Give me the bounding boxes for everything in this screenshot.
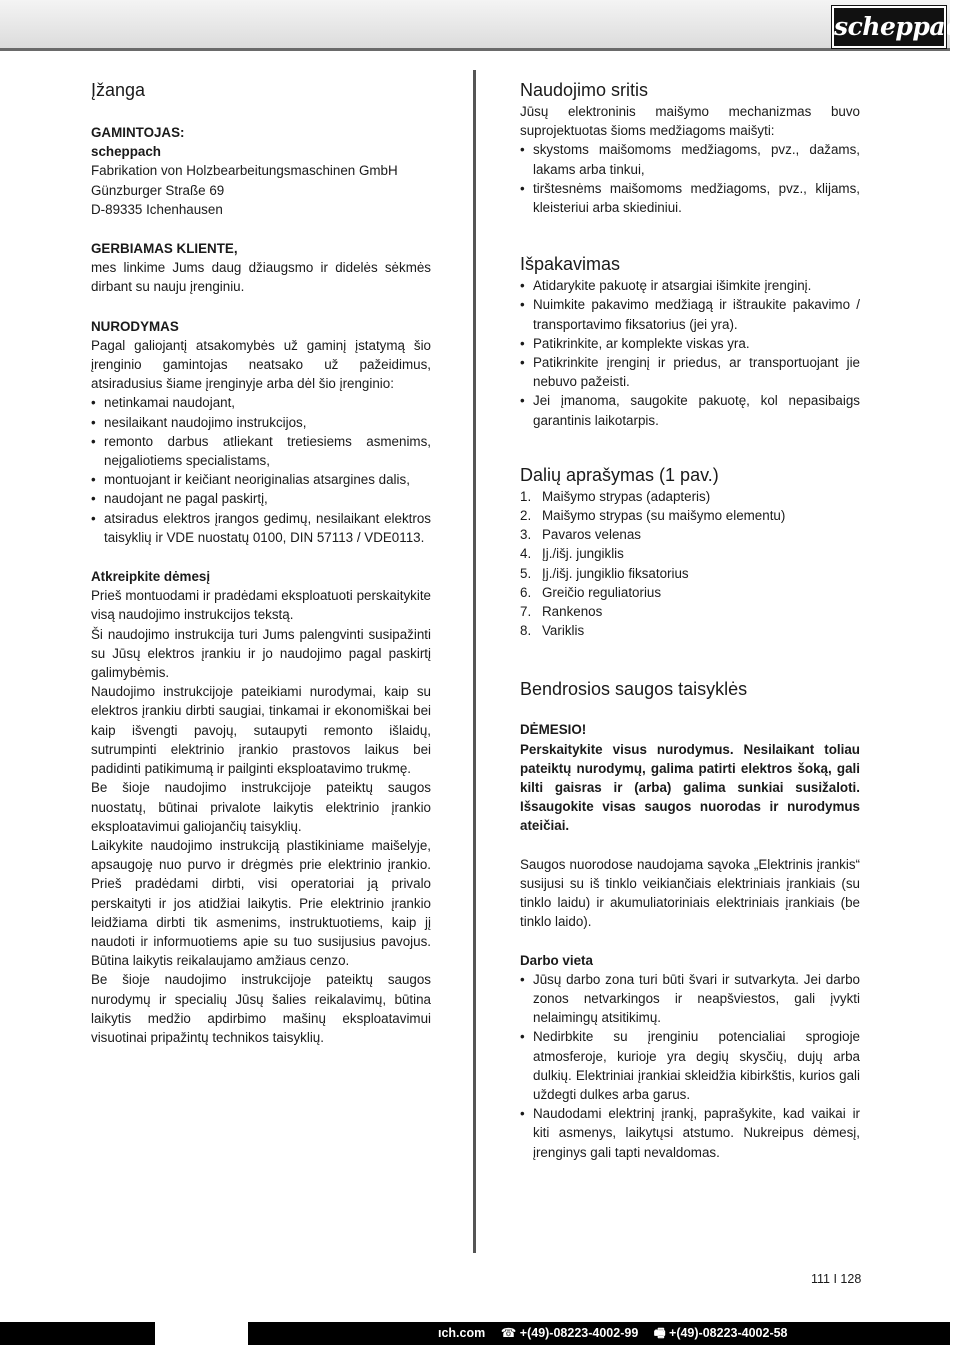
- part-item: [520, 525, 860, 544]
- workplace-list: [520, 970, 860, 1162]
- list-item: • tirštesnėms maišomoms medžiagoms, pvz., klijams, kleisteriui arba skiediniui.: [520, 179, 860, 217]
- part-label: Greičio reguliatorius: [542, 584, 662, 600]
- footer-gap: [155, 1322, 248, 1345]
- warning-text: Perskaitykite visus nurodymus. Nesilaikant toliau pateiktų nurodymų, galima patirti elektros šoką, gali kilti gaisras ir (arba) galima sunkiai susižaloti. Išsaugokite visas saugos nuorodas ir nurodymus ateičiai.: [520, 741, 860, 834]
- manufacturer-line: D-89335 Ichenhausen: [91, 201, 223, 217]
- page-number: 111 I 128: [811, 1272, 862, 1286]
- part-number: 3.: [520, 527, 532, 543]
- part-label: Maišymo strypas (su maišymo elementu): [542, 508, 786, 524]
- list-item: • Jei įmanoma, saugokite pakuotę, kol nepasibaigs garantinis laikotarpis.: [520, 391, 860, 429]
- warning-heading: DĖMESIO!: [520, 722, 587, 738]
- customer-text: mes linkime Jums daug džiaugsmo ir didelės sėkmės dirbant su nauju įrenginiu.: [91, 260, 431, 295]
- list-item: • Patikrinkite įrenginį ir priedus, ar transportuojant jie nebuvo pažeisti.: [520, 353, 860, 391]
- list-item: • netinkamai naudojant,: [91, 393, 431, 412]
- part-number: 1.: [520, 488, 532, 504]
- part-item: [520, 564, 860, 583]
- part-label: Rankenos: [542, 604, 603, 620]
- right-column: [520, 78, 860, 1162]
- list-item: • naudojant ne pagal paskirtį,: [91, 489, 431, 508]
- manufacturer-line: Günzburger Straße 69: [91, 182, 225, 198]
- list-item: • Patikrinkite, ar komplekte viskas yra.: [520, 334, 860, 353]
- column-divider: [473, 70, 476, 1253]
- list-item: • atsiradus elektros įrangos gedimų, nesilaikant elektros taisyklių ir VDE nuostatų 0100, DIN 57113 / VDE0113.: [91, 509, 431, 547]
- part-number: 8.: [520, 623, 532, 639]
- usage-title: Naudojimo sritis: [520, 80, 649, 100]
- attention-paragraph: Be šioje naudojimo instrukcijoje pateiktų saugos nuostatų, būtinai privalote laikytis elektrinio įrankio eksploatavimui galiojančių taisyklių.: [91, 780, 431, 834]
- note-text: Pagal galiojantį atsakomybės už gaminį įstatymą šio įrenginio gamintojas neatsako už pažeidimus, atsiradusius šiame įrenginyje arba dėl šio įrenginio:: [91, 337, 431, 392]
- part-label: Įj./išj. jungiklio fiksatorius: [542, 565, 689, 581]
- list-item: • Nedirbkite su įrenginiu potencialiai sprogioje atmosferoje, kurioje yra degių skysčių, dujų arba dulkių. Elektriniai įrankiai skleidžia kibirkštis, kurios gali uždegti dulkes arba garus.: [520, 1027, 860, 1104]
- usage-text: Jūsų elektroninis maišymo mechanizmas buvo suprojektuotas šioms medžiagoms maišyti:: [520, 104, 860, 139]
- part-label: Maišymo strypas (adapteris): [542, 488, 711, 504]
- list-item: • Nuimkite pakavimo medžiagą ir ištraukite pakavimo / transportavimo fiksatorius (jei yra).: [520, 295, 860, 333]
- part-label: Įj./išj. jungiklis: [542, 546, 624, 562]
- part-label: Pavaros velenas: [542, 527, 641, 543]
- attention-paragraph: Laikykite naudojimo instrukciją plastikiniame maišelyje, apsaugoję nuo purvo ir drėgmės prie elektrinio įrankio. Prieš pradėdami dirbti, visi operatoriai ją privalo perskaityti ir jos atidžiai laikytis. Prie elektrinio įrankio leidžiama dirbti tik asmenims, instruktuotiems, kaip jį naudoti ir informuotiems apie su tuo susijusius pavojus. Būtina laikytis reikalaujamo amžiaus cenzo.: [91, 837, 431, 969]
- list-item: • montuojant ir keičiant neoriginalias atsargines dalis,: [91, 470, 431, 489]
- part-number: 7.: [520, 604, 532, 620]
- manufacturer-line: Fabrikation von Holzbearbeitungsmaschinen GmbH: [91, 163, 398, 179]
- customer-heading: GERBIAMAS KLIENTE,: [91, 241, 238, 257]
- footer-contacts: [438, 1324, 800, 1343]
- attention-heading: Atkreipkite dėmesį: [91, 569, 211, 585]
- parts-list: [520, 487, 860, 641]
- safety-title: Bendrosios saugos taisyklės: [520, 679, 748, 700]
- brand-logo: scheppach: [832, 6, 946, 48]
- part-number: 6.: [520, 584, 532, 600]
- part-item: [520, 506, 860, 525]
- usage-list: [520, 140, 860, 217]
- part-item: [520, 487, 860, 506]
- list-item: • Atidarykite pakuotę ir atsargiai išimkite įrenginį.: [520, 276, 860, 295]
- part-label: Variklis: [542, 623, 585, 639]
- attention-paragraph: Prieš montuodami ir pradėdami eksploatuoti perskaitykite visą naudojimo instrukcijos tekstą.: [91, 588, 431, 623]
- note-heading: NURODYMAS: [91, 318, 179, 334]
- list-item: • Jūsų darbo zona turi būti švari ir sutvarkyta. Jei darbo zonos netvarkingos ir neapšviestos, gali įvykti nelaimingų atsitikimų.: [520, 970, 860, 1028]
- attention-paragraph: Be šioje naudojimo instrukcijoje pateiktų saugos nurodymų ir specialių Jūsų šalies reikalavimų, būtina laikytis medžio apdirbimo mašinų eksploatavimui visuotinai pripažintų technikos taisyklių.: [91, 972, 431, 1045]
- header-bar: [0, 0, 977, 51]
- manufacturer-name: scheppach: [91, 144, 161, 160]
- part-item: [520, 583, 860, 602]
- footer-web: ıch.com: [438, 1326, 486, 1340]
- intro-title: Įžanga: [91, 80, 146, 100]
- footer-fax: 🖷 +(49)-08223-4002-58: [653, 1326, 788, 1340]
- list-item: • skystoms maišomoms medžiagoms, pvz., dažams, lakams arba tinkui,: [520, 140, 860, 178]
- list-item: • Naudodami elektrinį įrankį, paprašykite, kad vaikai ir kiti asmenys, laikytųsi atstumo. Nukreipus dėmesį, įrenginys gali tapti nevaldomas.: [520, 1104, 860, 1162]
- footer-bar: [0, 1322, 950, 1345]
- part-number: 2.: [520, 508, 532, 524]
- part-item: [520, 621, 860, 640]
- parts-title: Dalių aprašymas (1 pav.): [520, 464, 719, 485]
- term-text: Saugos nuorodose naudojama sąvoka „Elektrinis įrankis“ susijusi su iš tinklo veikiančiais elektriniais įrankiais (su tinklo laidu) ir akumuliatoriniais elektriniais įrankiais (be tinklo laido).: [520, 856, 860, 930]
- footer-phone: ☎ +(49)-08223-4002-99: [500, 1326, 639, 1340]
- attention-paragraph: Ši naudojimo instrukcija turi Jums palengvinti susipažinti su Jūsų elektros įrankiu ir jo naudojimo pagal paskirtį galimybėmis.: [91, 626, 431, 681]
- note-list: [91, 393, 431, 547]
- list-item: • remonto darbus atliekant tretiesiems asmenims, neįgaliotiems specialistams,: [91, 432, 431, 470]
- part-item: [520, 544, 860, 563]
- part-number: 5.: [520, 565, 532, 581]
- attention-paragraph: Naudojimo instrukcijoje pateikiami nurodymai, kaip su elektros įrankiu dirbti saugiai, tinkamai ir ekonomiškai bei kaip išvengti pavojų, sutaupyti remonto išlaidų, sutrumpinti elektrinio įrankio prastovos laikus bei padidinti patikimumą ir pailginti eksploatavimo trukmę.: [91, 684, 431, 777]
- list-item: • nesilaikant naudojimo instrukcijos,: [91, 413, 431, 432]
- workplace-heading: Darbo vieta: [520, 952, 593, 968]
- unpack-list: [520, 276, 860, 430]
- unpack-title: Išpakavimas: [520, 254, 621, 275]
- left-column: [91, 78, 431, 1047]
- manufacturer-heading: GAMINTOJAS:: [91, 125, 185, 140]
- part-number: 4.: [520, 546, 532, 562]
- part-item: [520, 602, 860, 621]
